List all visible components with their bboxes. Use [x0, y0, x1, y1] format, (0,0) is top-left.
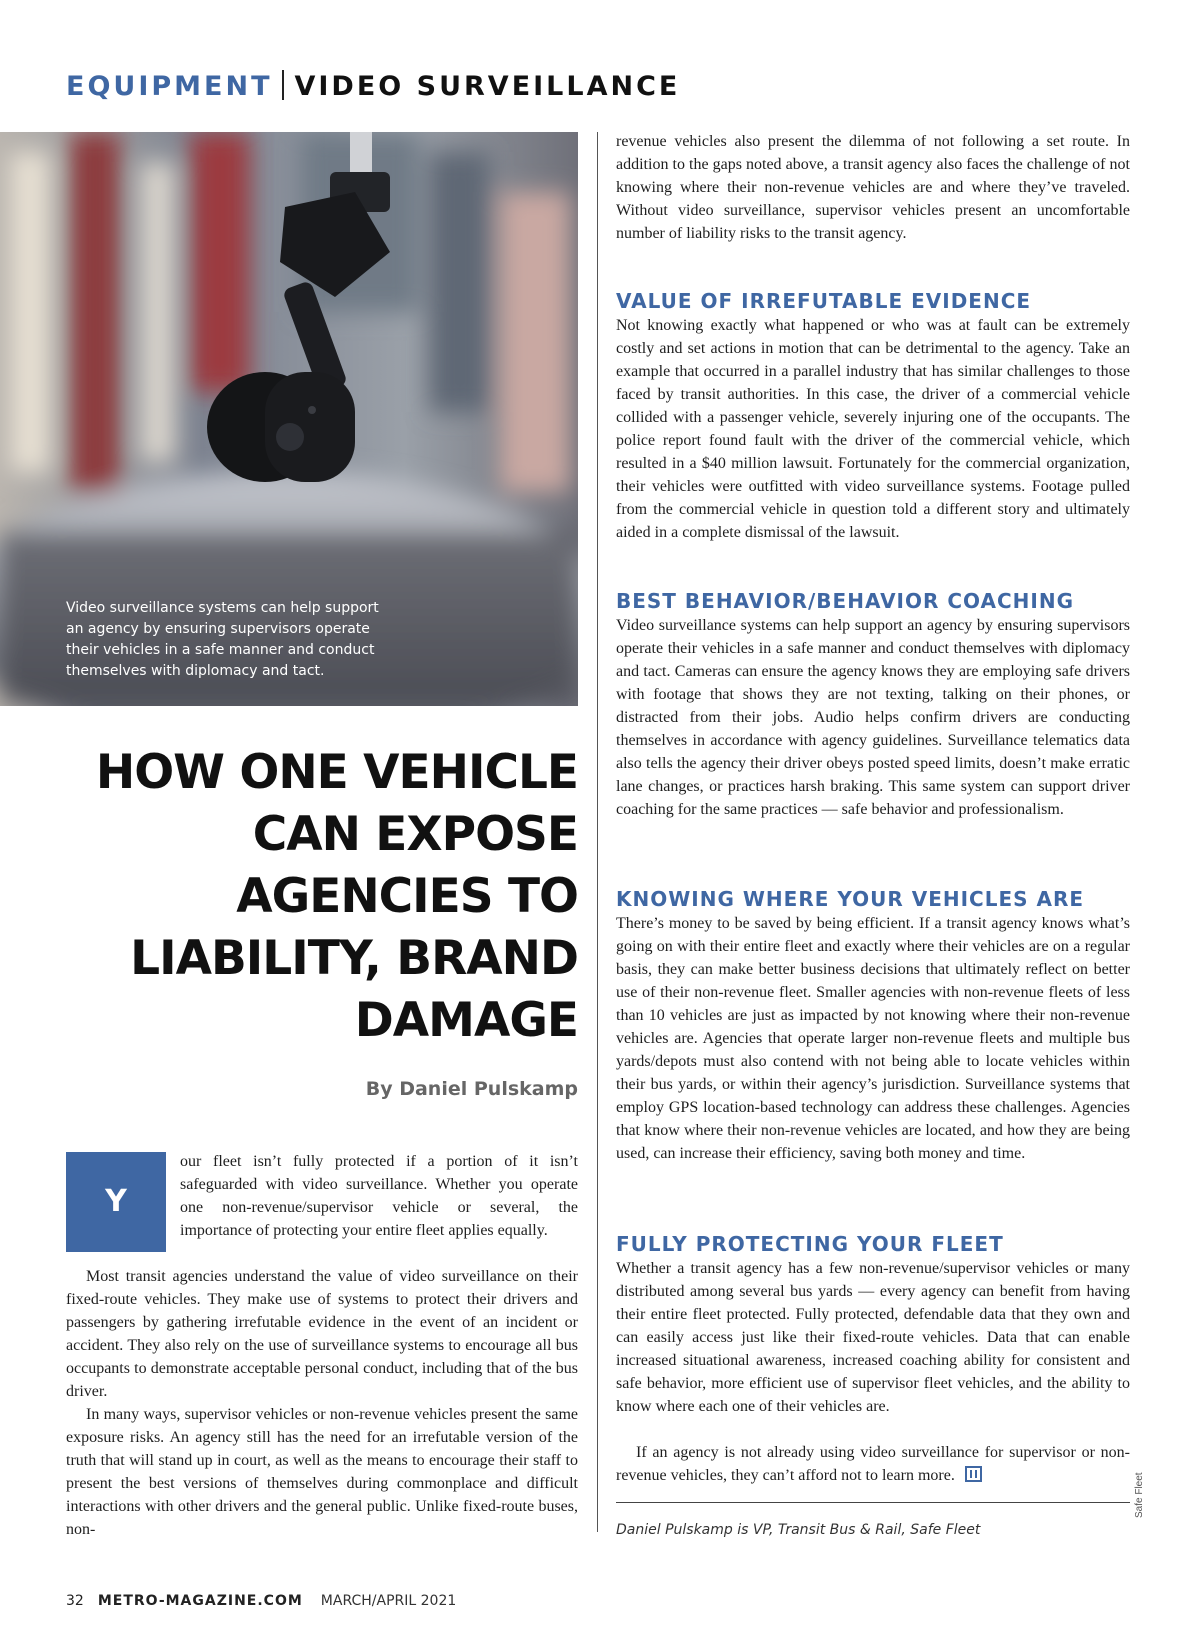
- closing-text: If an agency is not already using video surveillance for supervisor or non-revenue vehicles, they can’t afford not to learn more.: [616, 1444, 1130, 1484]
- headline-line: DAMAGE: [354, 993, 578, 1048]
- photo-credit: Safe Fleet: [1134, 1472, 1145, 1518]
- photo-caption: Video surveillance systems can help support an agency by ensuring supervisors operate their vehicles in a safe manner and conduct themselves with diplomacy and tact.: [66, 600, 379, 679]
- headline-line: LIABILITY, BRAND: [130, 931, 578, 986]
- body-paragraph: revenue vehicles also present the dilemma of not following a set route. In addition to the gaps noted above, a transit agency also faces the challenge of not knowing where their non-revenue vehicles are and where they’ve traveled. Without video surveillance, supervisor vehicles present an uncomfortable number of liability risks to the transit agency.: [616, 133, 1130, 242]
- byline: By Daniel Pulskamp: [365, 1078, 578, 1100]
- subhead-fleet-protection: FULLY PROTECTING YOUR FLEET: [616, 1232, 1004, 1256]
- section-category: EQUIPMENT: [66, 71, 273, 102]
- page-footer: [66, 1593, 456, 1609]
- author-bio: Daniel Pulskamp is VP, Transit Bus & Rail, Safe Fleet: [616, 1522, 981, 1538]
- body-paragraph: In many ways, supervisor vehicles or non-revenue vehicles present the same exposure risks. An agency still has the need for an irrefutable version of the truth that will stand up in court, as well as the means to encourage their staff to present the best versions of themselves during commonplace and difficult interactions with other drivers and the general public. Unlike fixed-route buses, non-: [66, 1406, 578, 1538]
- body-paragraph: Video surveillance systems can help support an agency by ensuring supervisors operate their vehicles in a safe manner and conduct themselves with diplomacy and tact. Cameras can ensure the agency knows they are employing safe drivers with footage that shows they are not texting, talking on their phones, or distracted from their jobs. Audio helps confirm drivers are conducting themselves in accordance with agency guidelines. Surveillance telematics data also tells the agency their driver obeys posted speed limits, doesn’t make erratic lane changes, or practices harsh braking. This same system can support driver coaching for the same practices — safe behavior and professionalism.: [616, 617, 1130, 818]
- subhead-behavior-coaching: BEST BEHAVIOR/BEHAVIOR COACHING: [616, 589, 1074, 613]
- article-photo: [0, 132, 578, 706]
- page-number: 32: [66, 1593, 84, 1609]
- publication-name: METRO-MAGAZINE.COM: [97, 1593, 303, 1609]
- header-divider: [282, 70, 284, 100]
- body-paragraph: Most transit agencies understand the value of video surveillance on their fixed-route vehicles. They make use of systems to protect their drivers and passengers by gathering irrefutable evidence in the event of an incident or accident. They also rely on the use of surveillance systems to encourage all bus occupants to demonstrate acceptable personal conduct, including that of the bus driver.: [66, 1268, 578, 1400]
- body-paragraph: Not knowing exactly what happened or who was at fault can be extremely costly and set actions in motion that can be detrimental to the agency. Take an example that occurred in a parallel industry that has similar challenges to those faced by transit authorities. In this case, the driver of a commercial vehicle collided with a passenger vehicle, severely injuring one of the occupants. The police report found fault with the driver of the commercial vehicle, which resulted in a $40 million lawsuit. Fortunately for the commercial organization, their vehicles were outfitted with video surveillance systems. Footage pulled from the commercial vehicle in question told a different story and ultimately aided in a complete dismissal of the lawsuit.: [616, 317, 1130, 541]
- bio-divider: [616, 1502, 1130, 1503]
- headline-line: AGENCIES TO: [236, 869, 578, 924]
- headline-line: HOW ONE VEHICLE: [95, 745, 578, 800]
- drop-cap: Y: [66, 1152, 166, 1252]
- metro-logo-icon: [965, 1466, 982, 1482]
- headline-line: CAN EXPOSE: [252, 807, 578, 862]
- column-divider: [597, 132, 598, 1532]
- issue-date: MARCH/APRIL 2021: [320, 1593, 457, 1609]
- subhead-irrefutable-evidence: VALUE OF IRREFUTABLE EVIDENCE: [616, 289, 1032, 313]
- article-headline: [60, 742, 578, 1052]
- body-paragraph: There’s money to be saved by being efficient. If a transit agency knows what’s going on with their entire fleet and exactly where their vehicles are on a regular basis, they can make better business decisions that ultimately reflect on better use of their non-revenue fleet. Smaller agencies with non-revenue fleets of less than 10 vehicles are just as impacted by not knowing where their non-revenue vehicles are. Agencies that operate larger non-revenue fleets and multiple bus yards/depots must also contend with not being able to locate vehicles within their bus yards, or within their agency’s jurisdiction. Surveillance systems that employ GPS location-based technology can address these challenges. Agencies that know where their non-revenue vehicles are located, and how they are being used, can increase their efficiency, saving both money and time.: [616, 915, 1130, 1162]
- subhead-vehicle-location: KNOWING WHERE YOUR VEHICLES ARE: [616, 887, 1085, 911]
- body-paragraph: Whether a transit agency has a few non-revenue/supervisor vehicles or many distributed among several bus yards — every agency can benefit from having their entire fleet protected. Fully protected, defendable data that they own and can easily access just like their fixed-route vehicles. Data that can enable increased situational awareness, increased coaching ability for consistent and safe behavior, more efficient use of supervisor fleet vehicles, and the ability to know where each one of their vehicles are.: [616, 1260, 1130, 1415]
- closing-paragraph: [616, 1441, 1130, 1487]
- section-header: [66, 70, 680, 102]
- lead-paragraph: our fleet isn’t fully protected if a portion of it isn’t safeguarded with video surveillance. Whether you operate one non-revenue/supervisor vehicle or several, the importance of protecting your entire fleet applies equally.: [180, 1153, 578, 1239]
- section-subcategory: VIDEO SURVEILLANCE: [294, 71, 681, 102]
